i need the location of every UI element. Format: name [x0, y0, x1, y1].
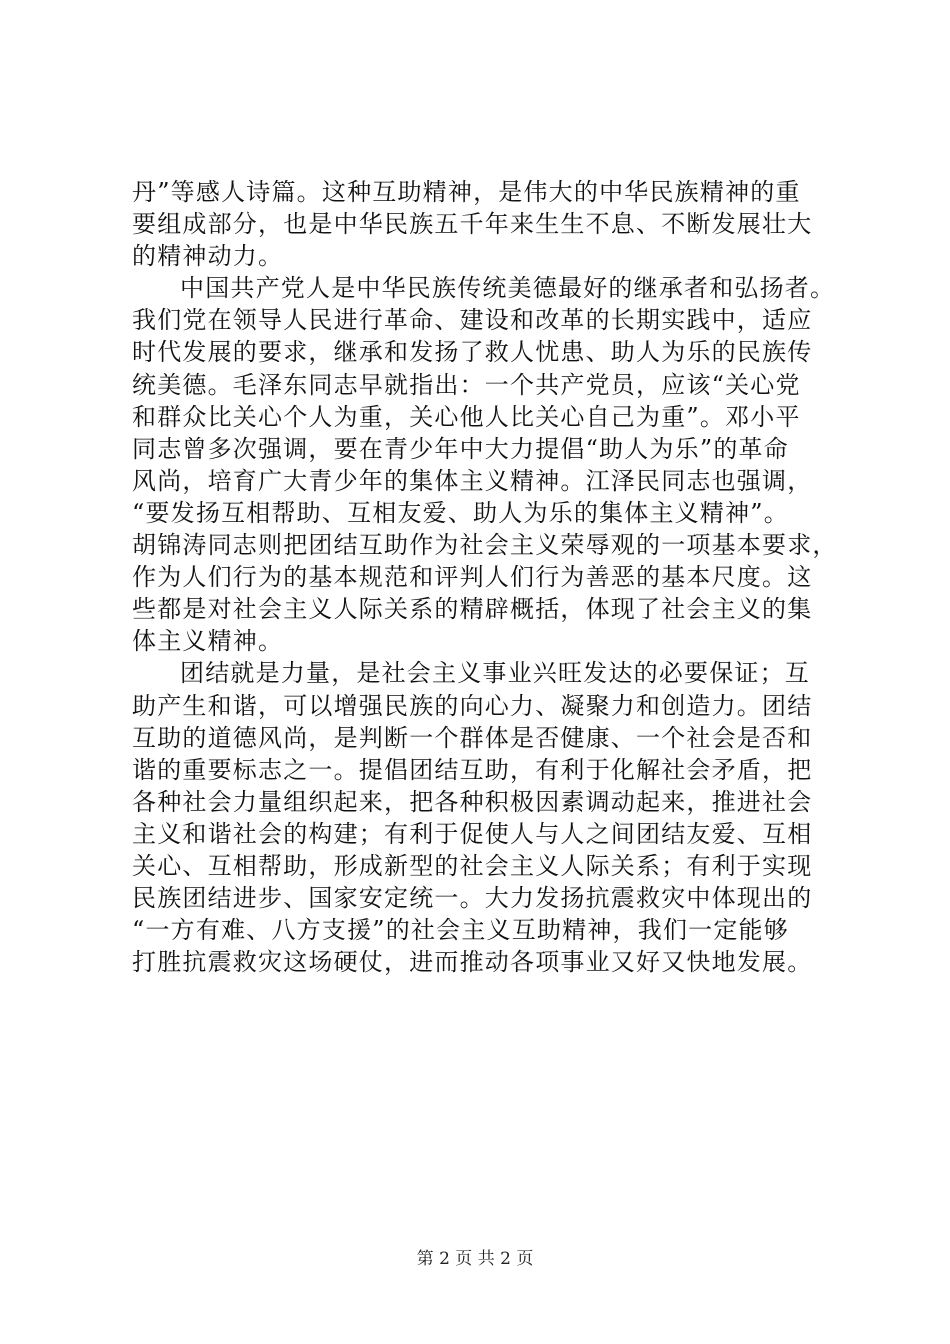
- text-line: 时代发展的要求，继承和发扬了救人忧患、助人为乐的民族传: [132, 338, 813, 367]
- text-line: 和群众比关心个人为重，关心他人比关心自己为重”。邓小平: [132, 402, 801, 431]
- text-line: 的精神动力。: [132, 242, 284, 271]
- text-line: 风尚，培育广大青少年的集体主义精神。江泽民同志也强调，: [132, 466, 813, 495]
- text-line: 些都是对社会主义人际关系的精辟概括，体现了社会主义的集: [132, 595, 813, 624]
- text-line: 体主义精神。: [132, 627, 284, 656]
- text-line: 同志曾多次强调，要在青少年中大力提倡“助人为乐”的革命: [132, 434, 789, 463]
- page-number-footer: 第 2 页 共 2 页: [416, 1249, 534, 1269]
- paragraph-start-line: 团结就是力量，是社会主义事业兴旺发达的必要保证；互: [180, 659, 810, 688]
- text-line: “一方有难、八方支援”的社会主义互助精神，我们一定能够: [132, 916, 789, 945]
- text-line: 民族团结进步、国家安定统一。大力发扬抗震救灾中体现出的: [132, 884, 813, 913]
- text-line: 丹”等感人诗篇。这种互助精神，是伟大的中华民族精神的重: [132, 178, 801, 206]
- text-line: 助产生和谐，可以增强民族的向心力、凝聚力和创造力。团结: [132, 691, 813, 720]
- text-line: 作为人们行为的基本规范和评判人们行为善恶的基本尺度。这: [132, 563, 813, 592]
- text-line: 打胜抗震救灾这场硬仗，进而推动各项事业又好又快地发展。: [132, 948, 813, 977]
- paragraph-start-line: 中国共产党人是中华民族传统美德最好的继承者和弘扬者。: [180, 274, 836, 303]
- text-line: 主义和谐社会的构建；有利于促使人与人之间团结友爱、互相: [132, 819, 813, 848]
- text-line: “要发扬互相帮助、互相友爱、助人为乐的集体主义精神”。: [132, 498, 789, 527]
- text-line: 胡锦涛同志则把团结互助作为社会主义荣辱观的一项基本要求，: [132, 531, 838, 560]
- text-line: 互助的道德风尚，是判断一个群体是否健康、一个社会是否和: [132, 723, 813, 752]
- text-line: 各种社会力量组织起来，把各种积极因素调动起来，推进社会: [132, 787, 813, 816]
- text-line: 关心、互相帮助，形成新型的社会主义人际关系；有利于实现: [132, 851, 813, 880]
- text-line: 要组成部分，也是中华民族五千年来生生不息、不断发展壮大: [132, 210, 813, 239]
- text-line: 统美德。毛泽东同志早就指出：一个共产党员，应该“关心党: [132, 370, 801, 399]
- text-line: 我们党在领导人民进行革命、建设和改革的长期实践中，适应: [132, 306, 813, 335]
- text-line: 谐的重要标志之一。提倡团结互助，有利于化解社会矛盾，把: [132, 755, 813, 784]
- body-text: [132, 176, 838, 978]
